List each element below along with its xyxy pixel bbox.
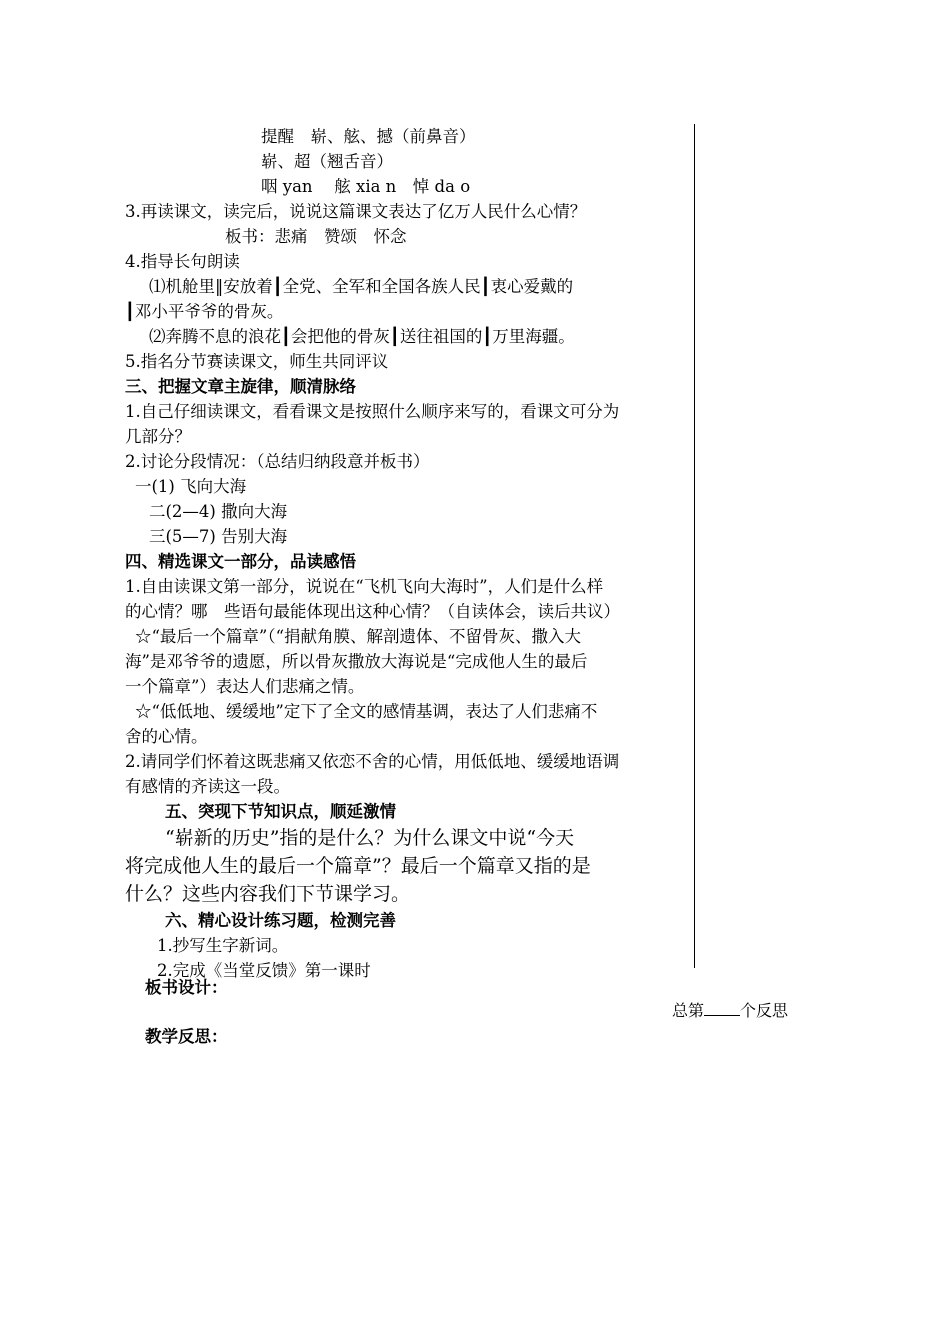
teaching-reflection-label: 教学反思： — [145, 1027, 228, 1046]
section-5-text-2: 将完成他人生的最后一个篇章”？最后一个篇章又指的是 — [125, 855, 591, 877]
star-note-2-b: 舍的心情。 — [125, 727, 208, 746]
reflection-counter-suffix: 个反思 — [740, 1001, 789, 1020]
star-note-1-b: 海”是邓爷爷的遗愿，所以骨灰撒放大海说是“完成他人生的最后 — [125, 652, 588, 671]
star-note-1-c: 一个篇章”）表达人们悲痛之情。 — [125, 677, 365, 696]
column-divider — [694, 124, 695, 968]
exercise-2: 2.完成《当堂反馈》第一课时 — [157, 961, 371, 980]
pinyin-line: 咽 yan 舷 xia n 悼 da o — [261, 177, 471, 196]
part-2: 二(2—4) 撒向大海 — [149, 502, 288, 521]
reminder-line-2: 崭、超（翘舌音） — [261, 152, 393, 171]
board-note: 板书：悲痛 赞颂 怀念 — [225, 227, 407, 246]
star-note-2-a: ☆“低低地、缓缓地”定下了全文的感情基调，表达了人们悲痛不 — [135, 702, 598, 721]
reflection-counter — [672, 998, 788, 1021]
section-4-item-1-b: 的心情？哪 些语句最能体现出这种心情？（自读体会，读后共议） — [125, 602, 620, 621]
sentence-2: ⑵奔腾不息的浪花┃会把他的骨灰┃送往祖国的┃万里海疆。 — [149, 327, 575, 346]
section-5-text-1: “崭新的历史”指的是什么？为什么课文中说“今天 — [165, 827, 575, 849]
reflection-counter-blank[interactable] — [704, 1001, 740, 1016]
section-5-text-3: 什么？这些内容我们下节课学习。 — [125, 883, 411, 905]
section-3-item-1-a: 1.自己仔细读课文，看看课文是按照什么顺序来写的，看课文可分为 — [125, 402, 620, 421]
section-4-item-1-a: 1.自由读课文第一部分，说说在“飞机飞向大海时”，人们是什么样 — [125, 577, 604, 596]
step-3-reread: 3.再读课文，读完后，说说这篇课文表达了亿万人民什么心情？ — [125, 202, 587, 221]
part-3: 三(5—7) 告别大海 — [149, 527, 288, 546]
step-5-reading-contest: 5.指名分节赛读课文，师生共同评议 — [125, 352, 389, 371]
lesson-plan-body — [125, 124, 691, 983]
section-4-item-2-b: 有感情的齐读这一段。 — [125, 777, 290, 796]
sentence-1-part-2: ┃邓小平爷爷的骨灰。 — [125, 302, 284, 321]
star-note-1-a: ☆“最后一个篇章”（“捐献角膜、解剖遗体、不留骨灰、撒入大 — [135, 627, 582, 646]
section-4-item-2-a: 2.请同学们怀着这既悲痛又依恋不舍的心情，用低低地、缓缓地语调 — [125, 752, 620, 771]
board-design-label: 板书设计： — [145, 978, 228, 997]
part-1: 一(1) 飞向大海 — [135, 477, 247, 496]
reflection-counter-prefix: 总第 — [672, 1001, 705, 1020]
section-4-heading: 四、精选课文一部分，品读感悟 — [125, 552, 356, 571]
section-3-item-1-b: 几部分？ — [125, 427, 191, 446]
reminder-line-1: 提醒 崭、舷、撼（前鼻音） — [261, 127, 476, 146]
sentence-1-part-1: ⑴机舱里‖安放着┃全党、全军和全国各族人民┃衷心爱戴的 — [149, 277, 574, 296]
section-6-heading: 六、精心设计练习题，检测完善 — [165, 911, 396, 930]
exercise-1: 1.抄写生字新词。 — [157, 936, 289, 955]
section-3-heading: 三、把握文章主旋律，顺清脉络 — [125, 377, 356, 396]
section-5-heading: 五、突现下节知识点，顺延激情 — [165, 802, 396, 821]
section-3-item-2: 2.讨论分段情况：（总结归纳段意并板书） — [125, 452, 430, 471]
step-4-long-sentences: 4.指导长句朗读 — [125, 252, 240, 271]
